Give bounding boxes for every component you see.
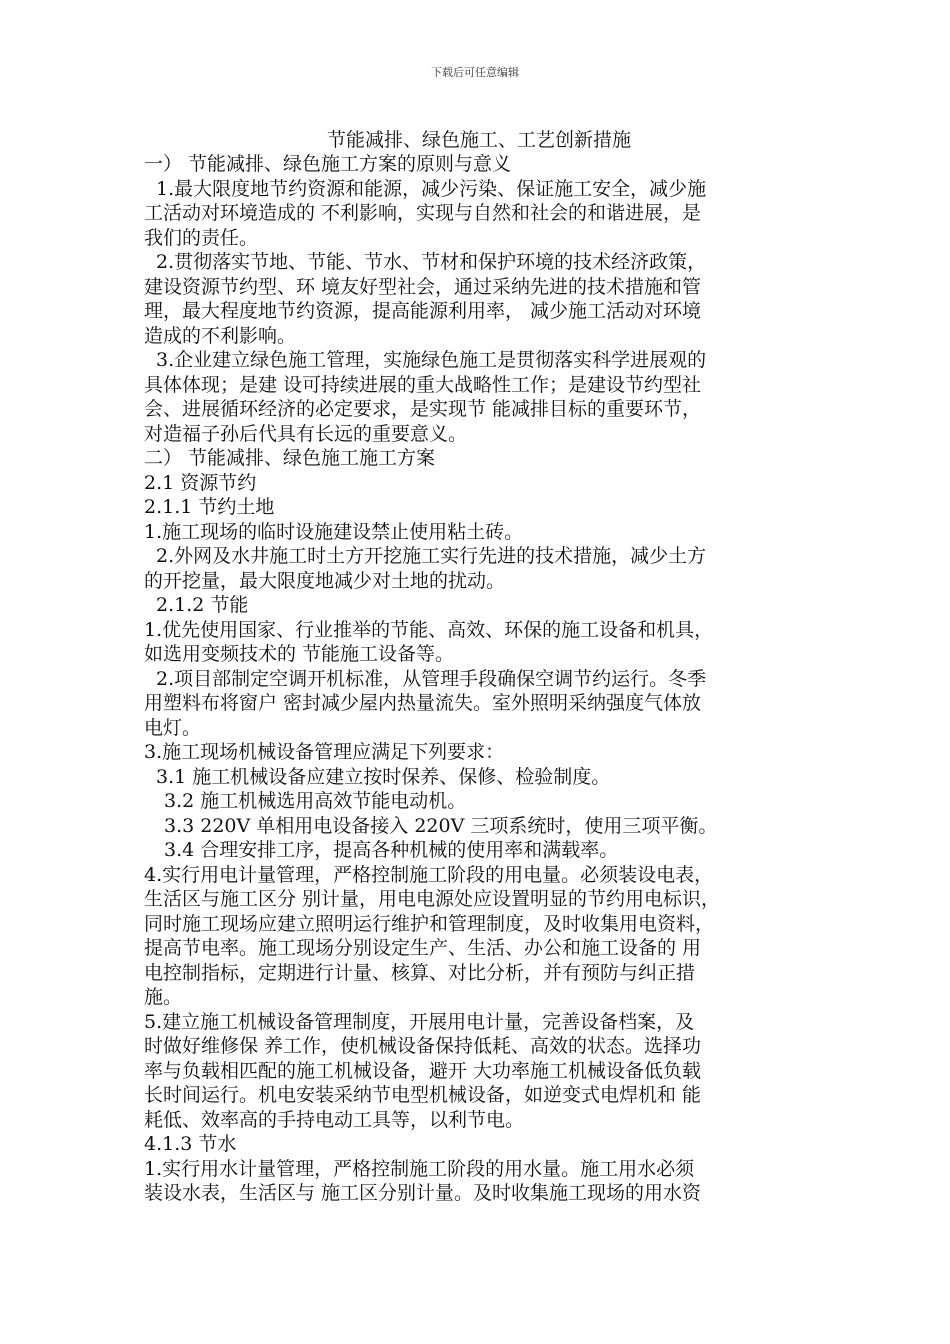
- document-body: [144, 128, 814, 1206]
- text-line: 装设水表，生活区与 施工区分别计量。及时收集施工现场的用水资: [144, 1182, 702, 1204]
- text-line: 1.优先使用国家、行业推举的节能、高效、环保的施工设备和机具，: [144, 618, 714, 641]
- text-line: 3.3 220V 单相用电设备接入 220V 三项系统时，使用三项平衡。: [164, 814, 718, 837]
- text-line: 2.项目部制定空调开机标准，从管理手段确保空调节约运行。冬季: [156, 667, 707, 690]
- text-line: 造成的不利影响。: [144, 324, 297, 347]
- text-line: 5.建立施工机械设备管理制度，开展用电计量，完善设备档案，及: [144, 1010, 695, 1033]
- text-line: 4.1.3 节水: [144, 1133, 237, 1155]
- header-note: 下载后可任意编辑: [431, 66, 519, 79]
- text-line: 1.施工现场的临时设施建设禁止使用粘土砖。: [144, 520, 524, 543]
- text-line: 时做好维修保 养工作，使机械设备保持低耗、高效的状态。选择功: [144, 1035, 702, 1057]
- text-line: 2.1.1 节约土地: [144, 496, 275, 518]
- text-line: 2.贯彻落实节地、节能、节水、节材和保护环境的技术经济政策，: [156, 251, 707, 273]
- text-line: 3.施工现场机械设备管理应满足下列要求：: [144, 741, 505, 763]
- text-line: 电控制指标，定期进行计量、核算、对比分析，并有预防与纠正措: [144, 961, 696, 984]
- text-line: 1.最大限度地节约资源和能源，减少污染、保证施工安全，减少施: [156, 177, 707, 200]
- text-line: 施。: [144, 986, 183, 1008]
- text-line: 1.实行用水计量管理，严格控制施工阶段的用水量。施工用水必须: [144, 1157, 695, 1180]
- text-line: 同时施工现场应建立照明运行维护和管理制度，及时收集用电资料，: [144, 912, 715, 935]
- text-line: 二） 节能减排、绿色施工施工方案: [144, 447, 436, 469]
- document-title: 节能减排、绿色施工、工艺创新措施: [326, 129, 631, 151]
- text-line: 4.实行用电计量管理，严格控制施工阶段的用电量。必须装设电表，: [144, 863, 714, 886]
- text-line: 2.1.2 节能: [156, 594, 249, 616]
- paragraph-lines: [144, 152, 814, 1206]
- text-line: 3.4 合理安排工序，提高各种机械的使用率和满载率。: [164, 839, 619, 861]
- text-line: 2.1 资源节约: [144, 471, 257, 494]
- text-line: 一） 节能减排、绿色施工方案的原则与意义: [144, 153, 512, 175]
- text-line: 理，最大程度地节约资源，提高能源利用率， 减少施工活动对环境: [144, 300, 702, 322]
- text-line: 对造福子孙后代具有长远的重要意义。: [144, 422, 468, 445]
- text-line: 耗低、效率高的手持电动工具等，以利节电。: [144, 1108, 525, 1131]
- text-line: 如选用变频技术的 节能施工设备等。: [144, 643, 455, 665]
- text-line: 长时间运行。机电安装采纳节电型机械设备，如逆变式电焊机和 能: [144, 1084, 702, 1106]
- text-line: 工活动对环境造成的 不利影响，实现与自然和社会的和谐进展，是: [144, 202, 702, 224]
- text-line: 3.2 施工机械选用高效节能电动机。: [164, 790, 467, 812]
- text-line: 2.外网及水井施工时土方开挖施工实行先进的技术措施，减少土方: [156, 545, 707, 567]
- text-line: 我们的责任。: [144, 226, 259, 249]
- text-line: 生活区与施工区分 别计量，用电电源处应设置明显的节约用电标识，: [144, 888, 721, 910]
- text-line: 提高节电率。施工现场分别设定生产、生活、办公和施工设备的 用: [144, 937, 702, 959]
- text-line: 率与负载相匹配的施工机械设备，避开 大功率施工机械设备低负载: [144, 1059, 702, 1082]
- text-line: 的开挖量，最大限度地减少对土地的扰动。: [144, 569, 506, 592]
- text-line: 具体体现；是建 设可持续进展的重大战略性工作；是建设节约型社: [144, 373, 702, 396]
- text-line: 用塑料布将窗户 密封减少屋内热量流失。室外照明采纳强度气体放: [144, 692, 702, 714]
- text-line: 3.企业建立绿色施工管理，实施绿色施工是贯彻落实科学进展观的: [156, 349, 707, 371]
- text-line: 建设资源节约型、环 境友好型社会，通过采纳先进的技术措施和管: [144, 275, 702, 298]
- text-line: 电灯。: [144, 716, 202, 739]
- text-line: 会、进展循环经济的必定要求，是实现节 能减排目标的重要环节，: [144, 398, 702, 420]
- text-line: 3.1 施工机械设备应建立按时保养、保修、检验制度。: [156, 765, 611, 788]
